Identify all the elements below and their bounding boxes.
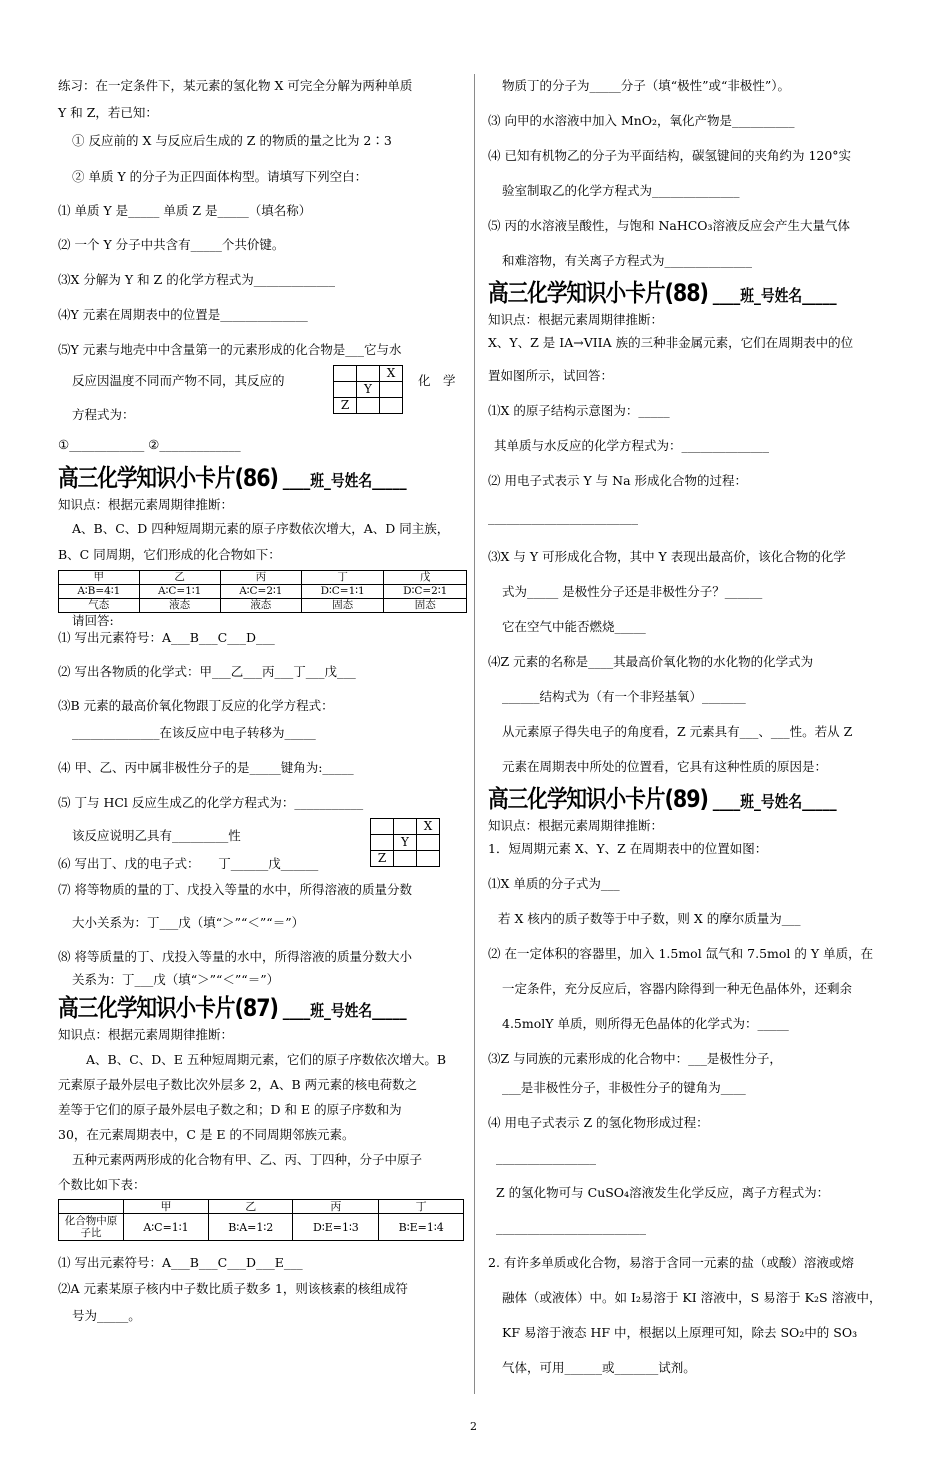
grid-cell xyxy=(394,851,417,867)
card86-compound-table xyxy=(58,570,467,613)
table-cell: A∶C=1∶1 xyxy=(139,585,220,599)
table-cell: 丙 xyxy=(293,1200,379,1214)
card86-title xyxy=(58,463,405,496)
card88-q1-line1: ⑴X 的原子结构示意图为：_____ xyxy=(488,403,670,418)
card86-q3-line1: ⑶B 元素的最高价氧化物跟丁反应的化学方程式： xyxy=(58,698,334,713)
card86-q5-line1: ⑸ 丁与 HCl 反应生成乙的化学方程式为：___________ xyxy=(58,795,364,810)
card88-q3-line1: ⑶X 与 Y 可形成化合物，其中 Y 表现出最高价，该化合物的化学 xyxy=(488,549,846,564)
table-row xyxy=(59,599,467,613)
left-column xyxy=(58,74,462,1325)
card87-ratio-table xyxy=(58,1199,464,1241)
table-cell: B∶E=1∶4 xyxy=(379,1214,464,1241)
card86-q6: ⑹ 写出丁、戊的电子式： 丁______戊______ xyxy=(58,856,319,871)
table-cell: D∶C=2∶1 xyxy=(384,585,467,599)
card87-title-text: 高三化学知识小卡片(87) xyxy=(58,994,278,1022)
card86-name-fields: ____班_号姓名_____ xyxy=(277,471,407,490)
practice-q1: ⑴ 单质 Y 是_____ 单质 Z 是_____（填名称） xyxy=(58,203,312,218)
practice-q5-line3: 方程式为： xyxy=(72,407,135,422)
practice-q2: ⑵ 一个 Y 分子中共含有_____个共价键。 xyxy=(58,237,285,252)
grid-cell-z: Z xyxy=(334,398,357,414)
card87-q3: ⑶ 向甲的水溶液中加入 MnO₂，氧化产物是__________ xyxy=(488,113,795,128)
grid-cell xyxy=(380,398,403,414)
card89-q4-line2: ________________ xyxy=(496,1150,596,1165)
card88-q4-line1: ⑷Z 元素的名称是____其最高价氧化物的水化物的化学式为 xyxy=(488,654,814,669)
card86-knowledge-point: 知识点：根据元素周期律推断： xyxy=(58,497,234,512)
table-header-row xyxy=(59,1200,464,1214)
table-cell: D∶C=1∶1 xyxy=(301,585,384,599)
card86-intro-2: B、C 同周期，它们形成的化合物如下： xyxy=(58,547,281,562)
card89-part2-line3: KF 易溶于液态 HF 中，根据以上原理可知，除去 SO₂中的 SO₃ xyxy=(502,1325,858,1340)
grid-cell xyxy=(417,851,440,867)
grid-cell-x: X xyxy=(380,366,403,382)
card87-title xyxy=(58,993,405,1026)
card88-intro-1: X、Y、Z 是 IA→VIIA 族的三种非金属元素，它们在周期表中的位 xyxy=(488,335,854,350)
practice-intro-1: 练习：在一定条件下，某元素的氢化物 X 可完全分解为两种单质 xyxy=(58,78,413,93)
practice-q4: ⑷Y 元素在周期表中的位置是______________ xyxy=(58,307,308,322)
practice-q5-chem-label: 化 学 xyxy=(418,373,456,388)
card86-intro-1: A、B、C、D 四种短周期元素的原子序数依次增大，A、D 同主族， xyxy=(72,521,450,536)
grid-cell xyxy=(380,382,403,398)
card89-q2-line1: ⑵ 在一定体积的容器里，加入 1.5mol 氙气和 7.5mol 的 Y 单质，在 xyxy=(488,946,874,961)
card87-intro-3: 差等于它们的原子最外层电子数之和；D 和 E 的原子序数和为 xyxy=(58,1102,402,1117)
page-number: 2 xyxy=(470,1420,477,1433)
right-column xyxy=(488,74,896,1377)
card88-title-text: 高三化学知识小卡片(88) xyxy=(488,279,708,307)
card89-q3-line2: ___是非极性分子，非极性分子的键角为____ xyxy=(502,1080,746,1095)
table-row xyxy=(59,585,467,599)
card88-name-fields: ____班_号姓名_____ xyxy=(707,286,837,305)
card87-q5-line1: ⑸ 丙的水溶液呈酸性，与饱和 NaHCO₃溶液反应会产生大量气体 xyxy=(488,218,851,233)
card89-part2-line2: 融体（或液体）中。如 I₂易溶于 KI 溶液中，S 易溶于 K₂S 溶液中， xyxy=(502,1290,882,1305)
card86-q8-line2: 关系为：丁___戊（填“＞”“＜”“＝”） xyxy=(72,972,280,987)
card88-q3-line2: 式为_____ 是极性分子还是非极性分子？______ xyxy=(502,584,763,599)
card89-q2-line3: 4.5molY 单质，则所得无色晶体的化学式为：_____ xyxy=(502,1016,789,1031)
card89-title-text: 高三化学知识小卡片(89) xyxy=(488,785,708,813)
card86-q3-line2: ______________在该反应中电子转移为_____ xyxy=(72,725,316,740)
card86-title-text: 高三化学知识小卡片(86) xyxy=(58,464,278,492)
practice-q3: ⑶X 分解为 Y 和 Z 的化学方程式为_____________ xyxy=(58,272,335,287)
table-cell: 液态 xyxy=(220,599,301,613)
table-cell: 固态 xyxy=(301,599,384,613)
table-cell: 甲 xyxy=(124,1200,209,1214)
card86-q5-block xyxy=(58,818,462,874)
card89-q1-line2: 若 X 核内的质子数等于中子数，则 X 的摩尔质量为___ xyxy=(498,911,801,926)
practice-q5-block xyxy=(58,365,462,425)
card89-q4-line4: ________________________ xyxy=(496,1220,646,1235)
card86-q7-line1: ⑺ 将等物质的量的丁、戊投入等量的水中，所得溶液的质量分数 xyxy=(58,882,412,897)
table-cell: 固态 xyxy=(384,599,467,613)
grid-cell xyxy=(334,382,357,398)
card88-q4-line4: 元素在周期表中所处的位置看，它具有这种性质的原因是： xyxy=(502,759,828,774)
card87-intro-1: A、B、C、D、E 五种短周期元素，它们的原子序数依次增大。B xyxy=(86,1052,447,1067)
grid-cell xyxy=(357,366,380,382)
card86-q4: ⑷ 甲、乙、丙中属非极性分子的是_____键角为:_____ xyxy=(58,760,354,775)
practice-intro-2: Y 和 Z，若已知： xyxy=(58,105,158,120)
grid-cell xyxy=(371,819,394,835)
column-divider xyxy=(474,74,475,1394)
grid-cell-z: Z xyxy=(371,851,394,867)
card88-intro-2: 置如图所示，试回答： xyxy=(488,368,614,383)
card89-q4-line3: Z 的氢化物可与 CuSO₄溶液发生化学反应，离子方程式为： xyxy=(496,1185,830,1200)
card88-q4-line2: ______结构式为（有一个非羟基氧）_______ xyxy=(502,689,746,704)
table-cell xyxy=(59,1200,124,1214)
table-cell: D∶E=1∶3 xyxy=(293,1214,379,1241)
card89-q1-line1: ⑴X 单质的分子式为___ xyxy=(488,876,620,891)
card89-part2-line4: 气体，可用______或_______试剂。 xyxy=(502,1360,696,1375)
card88-knowledge-point: 知识点：根据元素周期律推断： xyxy=(488,312,664,327)
table-row xyxy=(59,1214,464,1241)
card86-q1: ⑴ 写出元素符号：A___B___C___D___ xyxy=(58,630,275,645)
practice-q5-answers: ①____________ ②_____________ xyxy=(58,437,241,452)
table-header-row xyxy=(59,571,467,585)
table-cell: B∶A=1∶2 xyxy=(209,1214,293,1241)
grid-cell-y: Y xyxy=(394,835,417,851)
card86-q8-line1: ⑻ 将等质量的丁、戊投入等量的水中，所得溶液的质量分数大小 xyxy=(58,949,412,964)
table-cell: 乙 xyxy=(209,1200,293,1214)
grid-cell xyxy=(371,835,394,851)
table-cell: A∶C=2∶1 xyxy=(220,585,301,599)
table-row-label: 化合物中原子比 xyxy=(59,1214,124,1241)
practice-periodic-grid xyxy=(333,365,403,414)
grid-cell xyxy=(417,835,440,851)
grid-cell xyxy=(334,366,357,382)
card88-q4-line3: 从元素原子得失电子的角度看，Z 元素具有___、___性。若从 Z xyxy=(502,724,853,739)
card87-name-fields: ____班_号姓名_____ xyxy=(277,1001,407,1020)
card89-q2-line2: 一定条件，充分反应后，容器内除得到一种无色晶体外，还剩余 xyxy=(502,981,853,996)
practice-q5-line1: ⑸Y 元素与地壳中中含量第一的元素形成的化合物是___它与水 xyxy=(58,342,402,357)
table-cell: A∶B=4∶1 xyxy=(59,585,140,599)
card87-q4-line1: ⑷ 已知有机物乙的分子为平面结构，碳氢键间的夹角约为 120°实 xyxy=(488,148,852,163)
card87-intro-2: 元素原子最外层电子数比次外层多 2，A、B 两元素的核电荷数之 xyxy=(58,1077,418,1092)
table-cell: 乙 xyxy=(139,571,220,585)
table-cell: 丙 xyxy=(220,571,301,585)
card87-q1: ⑴ 写出元素符号：A___B___C___D___E___ xyxy=(58,1255,303,1270)
card89-q4-line1: ⑷ 用电子式表示 Z 的氢化物形成过程： xyxy=(488,1115,709,1130)
card86-ask: 请回答: xyxy=(72,613,114,628)
card86-periodic-grid xyxy=(370,818,440,867)
card88-q1-line2: 其单质与水反应的化学方程式为：______________ xyxy=(494,438,770,453)
table-cell: 丁 xyxy=(379,1200,464,1214)
table-cell: 丁 xyxy=(301,571,384,585)
practice-condition-1: ① 反应前的 X 与反应后生成的 Z 的物质的量之比为 2∶3 xyxy=(72,133,392,148)
table-cell: 戊 xyxy=(384,571,467,585)
card86-q2: ⑵ 写出各物质的化学式：甲___乙___丙___丁___戊___ xyxy=(58,664,356,679)
table-cell: A∶C=1∶1 xyxy=(124,1214,209,1241)
card86-q5-line2: 该反应说明乙具有_________性 xyxy=(72,828,241,843)
card89-part2-line1: 2. 有许多单质或化合物，易溶于含同一元素的盐（或酸）溶液或熔 xyxy=(488,1255,854,1270)
card88-title xyxy=(488,278,839,311)
card86-q7-line2: 大小关系为：丁___戊（填“＞”“＜”“＝”） xyxy=(72,915,305,930)
card89-knowledge-point: 知识点：根据元素周期律推断： xyxy=(488,818,664,833)
table-cell: 气态 xyxy=(59,599,140,613)
card87-q4-line2: 验室制取乙的化学方程式为______________ xyxy=(502,183,740,198)
card87-intro-5: 五种元素两两形成的化合物有甲、乙、丙、丁四种，分子中原子 xyxy=(72,1152,423,1167)
card87-intro-6: 个数比如下表： xyxy=(58,1177,146,1192)
card89-name-fields: ____班_号姓名_____ xyxy=(707,792,837,811)
card87-q2-cont: 物质丁的分子为_____分子（填“极性”或“非极性”）。 xyxy=(502,78,791,93)
practice-q5-line2: 反应因温度不同而产物不同，其反应的 xyxy=(72,373,285,388)
card87-q5-line2: 和难溶物，有关离子方程式为______________ xyxy=(502,253,753,268)
card88-q2-line1: ⑵ 用电子式表示 Y 与 Na 形成化合物的过程： xyxy=(488,473,748,488)
grid-cell xyxy=(357,398,380,414)
grid-cell-y: Y xyxy=(357,382,380,398)
card89-title xyxy=(488,784,839,817)
card88-q2-line2: ________________________ xyxy=(488,510,638,525)
grid-cell-x: X xyxy=(417,819,440,835)
card87-q2-line2: 号为_____。 xyxy=(72,1308,141,1323)
card87-knowledge-point: 知识点：根据元素周期律推断： xyxy=(58,1027,234,1042)
card87-intro-4: 30，在元素周期表中，C 是 E 的不同周期邻族元素。 xyxy=(58,1127,355,1142)
table-cell: 液态 xyxy=(139,599,220,613)
card89-q3-line1: ⑶Z 与同族的元素形成的化合物中：___是极性分子， xyxy=(488,1051,782,1066)
grid-cell xyxy=(394,819,417,835)
card87-q2-line1: ⑵A 元素某原子核内中子数比质子数多 1，则该核素的核组成符 xyxy=(58,1281,408,1296)
practice-condition-2: ② 单质 Y 的分子为正四面体构型。请填写下列空白： xyxy=(72,169,368,184)
table-cell: 甲 xyxy=(59,571,140,585)
card89-part1: 1．短周期元素 X、Y、Z 在周期表中的位置如图： xyxy=(488,841,768,856)
card88-q3-line3: 它在空气中能否燃烧_____ xyxy=(502,619,646,634)
